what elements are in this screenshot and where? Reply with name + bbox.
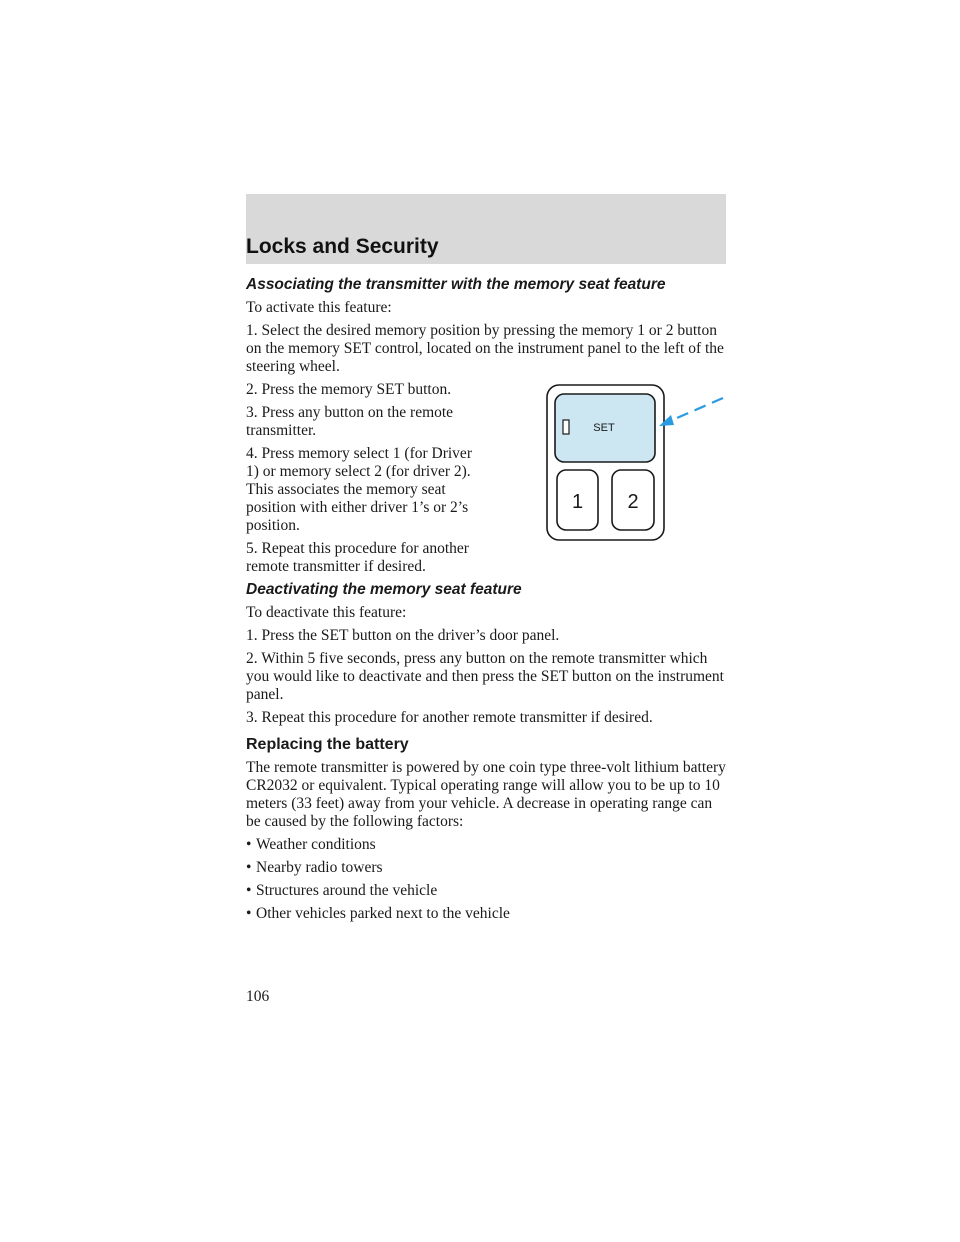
- associate-step-4: 4. Press memory select 1 (for Driver 1) or memory select 2 (for driver 2). This associates the memory seat position with either driver 1’s or 2’s position.: [246, 445, 472, 534]
- associate-intro: To activate this feature:: [246, 299, 392, 316]
- battery-heading: Replacing the battery: [246, 736, 409, 753]
- deactivate-step-3: 3. Repeat this procedure for another remote transmitter if desired.: [246, 709, 653, 726]
- factor-item: [246, 836, 726, 854]
- bullet-icon: •: [246, 882, 252, 899]
- deactivate-intro: To deactivate this feature:: [246, 604, 407, 621]
- memory-button-1-label: 1: [571, 491, 584, 513]
- associate-step-1: 1. Select the desired memory position by pressing the memory 1 or 2 button on the memory SET control, located on the instrument panel to the left of the steering wheel.: [246, 322, 724, 375]
- associate-heading: Associating the transmitter with the memory seat feature: [246, 276, 666, 293]
- bullet-icon: •: [246, 836, 252, 853]
- deactivate-step-1: 1. Press the SET button on the driver’s door panel.: [246, 627, 560, 644]
- associate-step-5: 5. Repeat this procedure for another remote transmitter if desired.: [246, 540, 469, 575]
- section-header: [246, 194, 726, 264]
- memory-button-2-label: 2: [627, 491, 639, 513]
- associate-step-3: 3. Press any button on the remote transmitter.: [246, 404, 454, 439]
- factor-text: Other vehicles parked next to the vehicle: [256, 905, 510, 922]
- factor-text: Weather conditions: [256, 836, 376, 853]
- factor-item: [246, 882, 726, 900]
- section-title: Locks and Security: [246, 235, 439, 258]
- memory-seat-control-illustration: [546, 384, 726, 542]
- page-content: [246, 276, 726, 928]
- indicator-light-icon: [563, 420, 569, 434]
- factor-text: Nearby radio towers: [256, 859, 383, 876]
- deactivate-step-2: 2. Within 5 five seconds, press any button on the remote transmitter which you would like to deactivate and then press the SET button on the instrument panel.: [246, 650, 724, 703]
- battery-intro: The remote transmitter is powered by one coin type three-volt lithium battery CR2032 or equivalent. Typical operating range will allow you to be up to 10 meters (33 feet) away from your vehicle. A decrease in operating range can be caused by the following factors:: [246, 759, 726, 830]
- bullet-icon: •: [246, 859, 252, 876]
- page-number: 106: [246, 988, 270, 1005]
- bullet-icon: •: [246, 905, 252, 922]
- associate-step-2: 2. Press the memory SET button.: [246, 381, 452, 398]
- deactivate-heading: Deactivating the memory seat feature: [246, 581, 522, 598]
- factor-text: Structures around the vehicle: [256, 882, 438, 899]
- set-button-label: SET: [593, 422, 615, 434]
- factor-item: [246, 905, 726, 923]
- pointer-arrow-line: [670, 398, 723, 421]
- factor-item: [246, 859, 726, 877]
